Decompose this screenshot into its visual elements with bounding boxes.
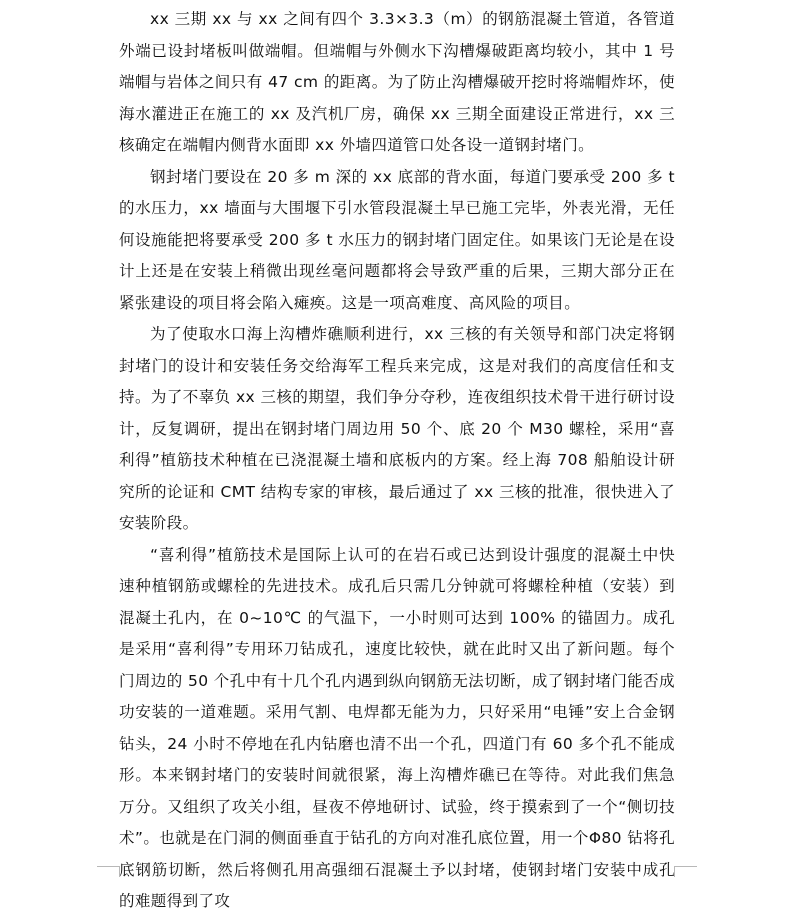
right-page-corner-marker xyxy=(674,866,697,877)
paragraph-1: xx 三期 xx 与 xx 之间有四个 3.3×3.3（m）的钢筋混凝土管道，各管道外端已设封堵板叫做端帽。但端帽与外侧水下沟槽爆破距离均较小，其中 1 号端帽与岩体之间只有 47 cm 的距离。为了防止沟槽爆破开挖时将端帽炸坏，使海水灌进正在施工的 xx 及汽机厂房，确保 xx 三期全面建设正常进行，xx 三核确定在端帽内侧背水面即 xx 外墙四道管口处各设一道钢封堵门。 xyxy=(119,10,675,154)
paragraph-3: 为了使取水口海上沟槽炸礁顺利进行，xx 三核的有关领导和部门决定将钢封堵门的设计和安装任务交给海军工程兵来完成，这是对我们的高度信任和支持。为了不辜负 xx 三核的期望，我们争分夺秒，连夜组织技术骨干进行研讨设计，反复调研，提出在钢封堵门周边用 50 个、底 20 个 M30 螺栓，采用“喜利得”植筋技术种植在已浇混凝土墙和底板内的方案。经上海 708 船舶设计研究所的论证和 CMT 结构专家的审核，最后通过了 xx 三核的批准，很快进入了安装阶段。 xyxy=(119,325,675,532)
paragraph-2: 钢封堵门要设在 20 多 m 深的 xx 底部的背水面，每道门要承受 200 多 t 的水压力，xx 墙面与大围堰下引水管段混凝土早已施工完毕，外表光滑，无任何设施能把将要承受 200 多 t 水压力的钢封堵门固定住。如果该门无论是在设计上还是在安装上稍微出现丝毫问题都将会导致严重的后果，三期大部分正在紧张建设的项目将会陷入瘫痪。这是一项高难度、高风险的项目。 xyxy=(119,167,675,312)
document-body xyxy=(119,4,675,918)
left-page-corner-marker xyxy=(97,866,120,877)
paragraph-4: “喜利得”植筋技术是国际上认可的在岩石或已达到设计强度的混凝土中快速种植钢筋或螺栓的先进技术。成孔后只需几分钟就可将螺栓种植（安装）到混凝土孔内，在 0~10℃ 的气温下，一小时则可达到 100% 的锚固力。成孔是采用“喜利得”专用环刀钻成孔，速度比较快，就在此时又出了新问题。每个门周边的 50 个孔中有十几个孔内遇到纵向钢筋无法切断，成了钢封堵门能否成功安装的一道难题。采用气割、电焊都无能为力，只好采用“电锤”安上合金钢钻头，24 小时不停地在孔内钻磨也清不出一个孔，四道门有 60 多个孔不能成形。本来钢封堵门的安装时间就很紧，海上沟槽炸礁已在等待。对此我们焦急万分。又组织了攻关小组，昼夜不停地研讨、试验，终于摸索到了一个“侧切技术”。也就是在门洞的侧面垂直于钻孔的方向对准孔底位置，用一个Φ80 钻将孔底钢筋切断，然后将侧孔用高强细石混凝土予以封堵，使钢封堵门安装中成孔的难题得到了攻 xyxy=(119,545,675,910)
